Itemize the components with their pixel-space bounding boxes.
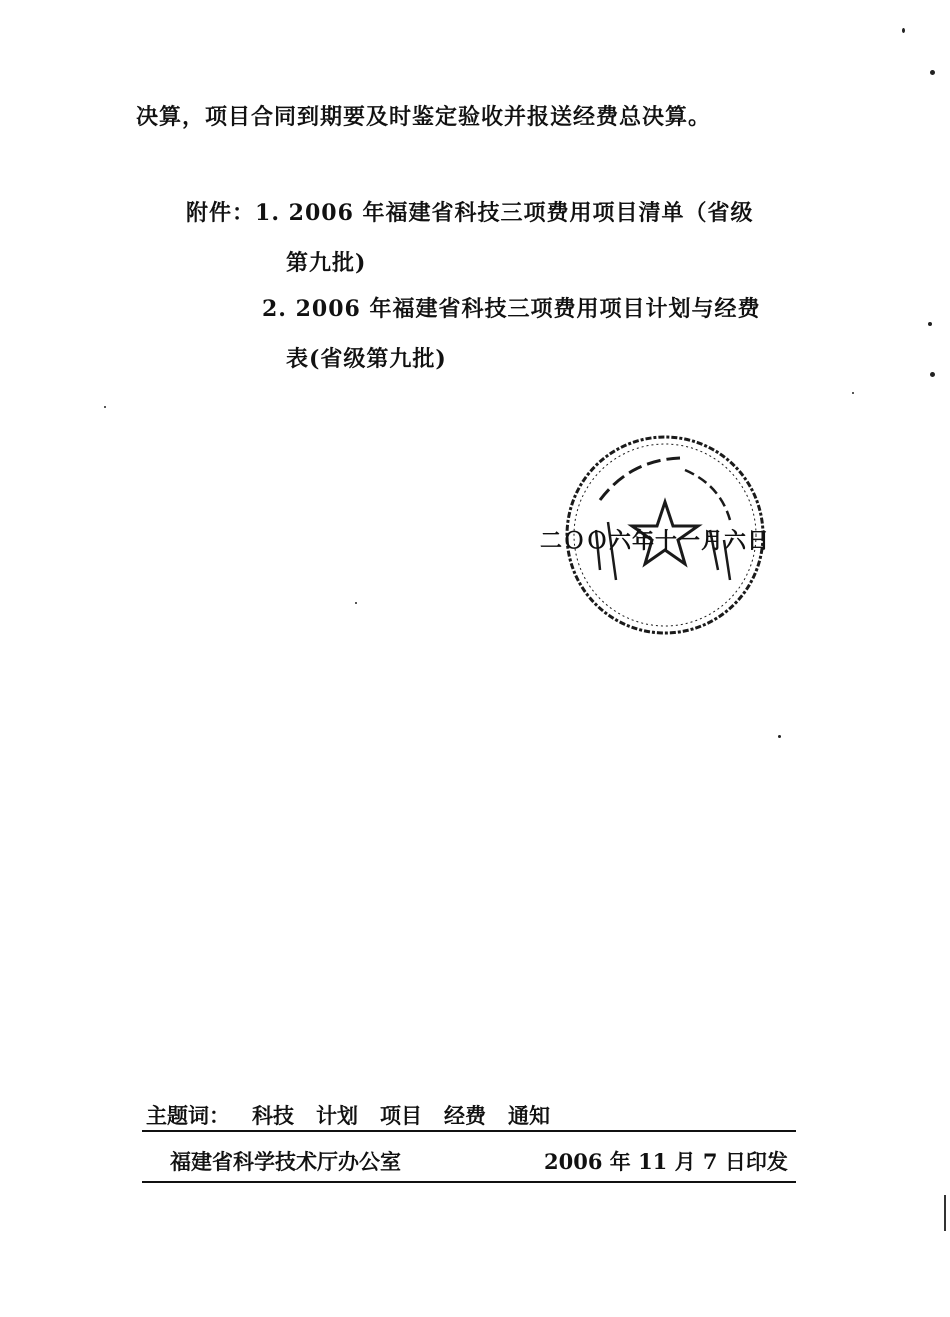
keyword-item: 通知 — [508, 1103, 550, 1128]
attachment-1-title: 1. 2006 年福建省科技三项费用项目清单（省级 — [255, 200, 754, 226]
print-date: 2006 年 11 月 7 日印发 — [544, 1149, 788, 1174]
attachment-1-line-1 — [186, 196, 754, 227]
issuing-office: 福建省科学技术厅办公室 — [170, 1149, 401, 1174]
scan-speck — [778, 735, 781, 738]
subject-keywords — [146, 1100, 550, 1130]
body-paragraph-end: 决算，项目合同到期要及时鉴定验收并报送经费总决算。 — [136, 104, 712, 130]
footer-bottom-rule — [142, 1181, 796, 1183]
scan-speck — [852, 392, 854, 394]
attachment-1-line-2: 第九批) — [286, 250, 367, 276]
scan-edge-mark — [944, 1195, 946, 1231]
scan-speck — [355, 602, 357, 604]
keywords-label: 主题词： — [146, 1103, 230, 1128]
scan-speck — [930, 372, 935, 377]
attachments-label: 附件： — [186, 200, 256, 226]
scan-speck — [930, 70, 935, 75]
keyword-item: 项目 — [380, 1103, 422, 1128]
attachment-2-line-1: 2. 2006 年福建省科技三项费用项目计划与经费 — [262, 296, 761, 322]
scan-speck — [902, 28, 905, 33]
keyword-item: 科技 — [252, 1103, 294, 1128]
keyword-item: 计划 — [316, 1103, 358, 1128]
footer-top-rule — [142, 1130, 796, 1132]
attachment-2-line-2: 表(省级第九批) — [286, 346, 447, 372]
keyword-item: 经费 — [444, 1103, 486, 1128]
scan-speck — [104, 406, 106, 408]
signature-date: 二ＯＯ六年十一月六日 — [540, 529, 771, 554]
scan-speck — [928, 322, 932, 326]
